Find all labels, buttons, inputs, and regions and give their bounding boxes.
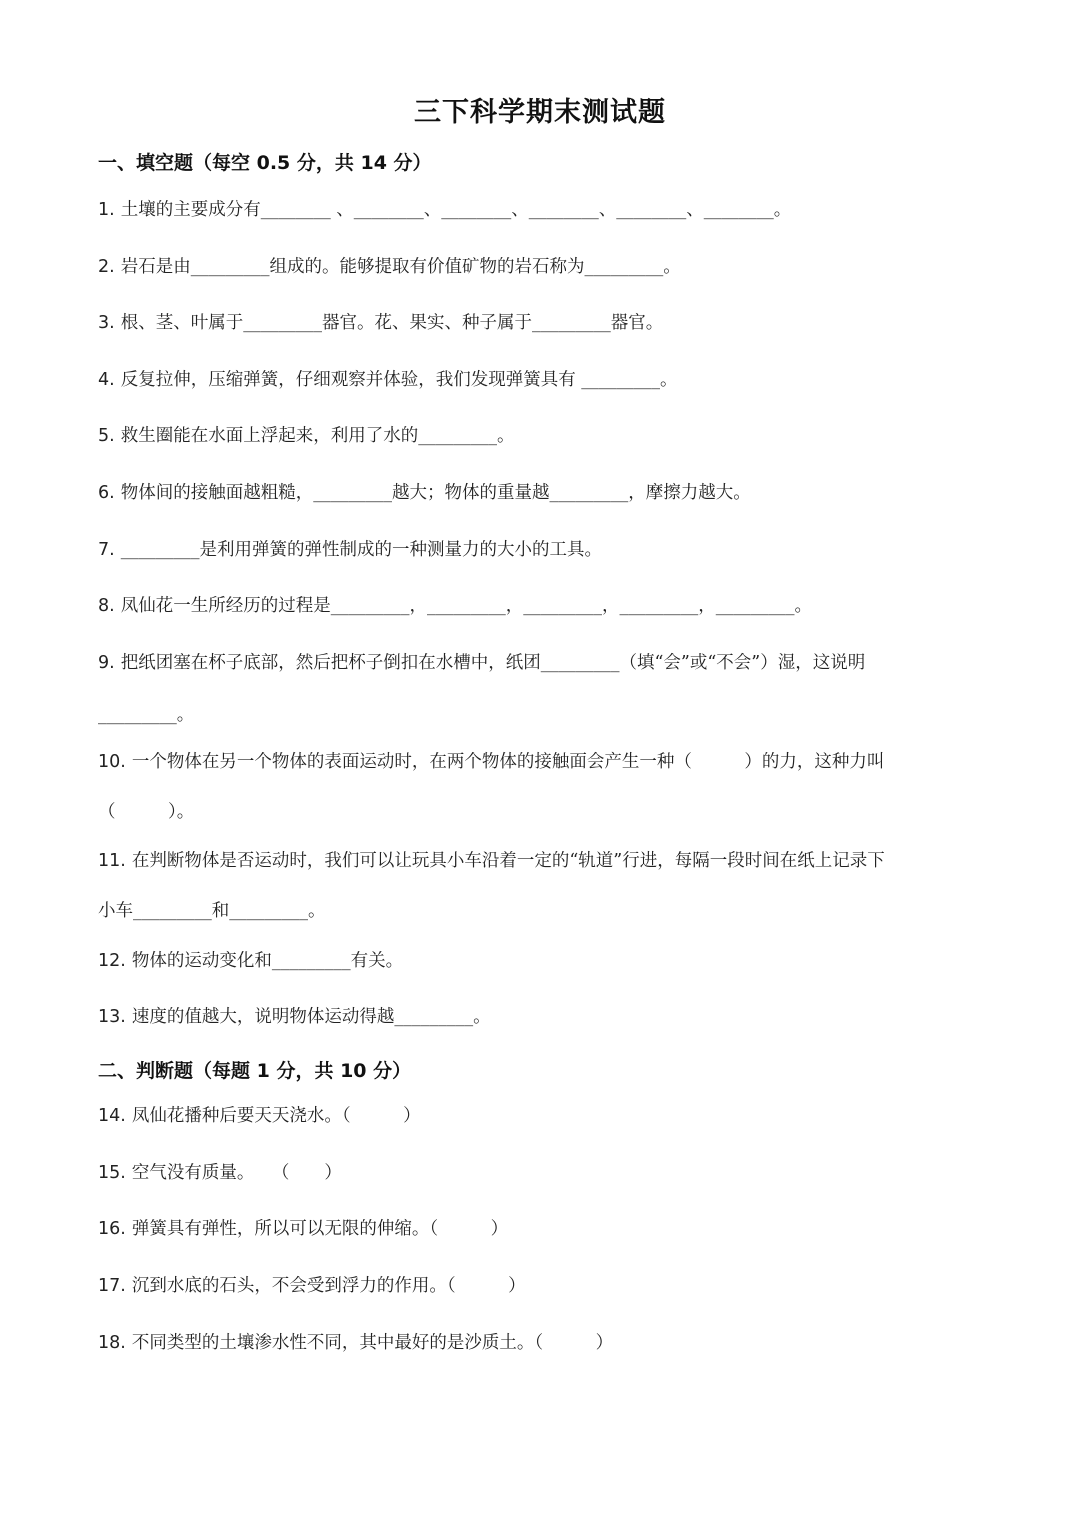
question-number: 12. [98, 951, 126, 971]
question-text: 小车_________和_________。 [98, 901, 326, 921]
question-7 [98, 542, 602, 560]
question-number: 16. [98, 1219, 126, 1239]
question-number: 10. [98, 752, 126, 772]
question-number: 9. [98, 653, 115, 673]
question-text: _________是利用弹簧的弹性制成的一种测量力的大小的工具。 [120, 540, 602, 560]
question-17 [98, 1278, 526, 1296]
question-text: 速度的值越大，说明物体运动得越_________。 [131, 1007, 491, 1027]
section-heading-true-false: 二、判断题（每题 1 分，共 10 分） [98, 1060, 412, 1082]
question-6 [98, 485, 751, 503]
question-text: 岩石是由_________组成的。能够提取有价值矿物的岩石称为_________。 [120, 257, 681, 277]
question-9-continued [98, 707, 194, 725]
question-number: 11. [98, 851, 126, 871]
question-3 [98, 315, 663, 333]
question-15 [98, 1165, 342, 1183]
question-11-continued [98, 903, 326, 921]
question-number: 13. [98, 1007, 126, 1027]
question-number: 2. [98, 257, 115, 277]
question-number: 17. [98, 1276, 126, 1296]
question-number: 6. [98, 483, 115, 503]
question-text: 根、茎、叶属于_________器官。花、果实、种子属于_________器官。 [120, 313, 664, 333]
question-number: 15. [98, 1163, 126, 1183]
question-text: 救生圈能在水面上浮起来，利用了水的_________。 [120, 426, 515, 446]
question-text: 凤仙花一生所经历的过程是_________，_________，_________，_________，_________。 [120, 596, 812, 616]
question-text: 凤仙花播种后要天天浇水。（ ） [131, 1106, 421, 1126]
question-number: 5. [98, 426, 115, 446]
question-12 [98, 953, 403, 971]
question-text: 物体间的接触面越粗糙，_________越大；物体的重量越_________，摩擦力越大。 [120, 483, 751, 503]
question-text: 在判断物体是否运动时，我们可以让玩具小车沿着一定的“轨道”行进，每隔一段时间在纸上记录下 [131, 851, 885, 871]
question-text: 空气没有质量。 （ ） [131, 1163, 342, 1183]
section-heading-fill-in: 一、填空题（每空 0.5 分，共 14 分） [98, 152, 432, 174]
question-14 [98, 1108, 421, 1126]
question-number: 7. [98, 540, 115, 560]
question-13 [98, 1009, 491, 1027]
question-text: _________。 [98, 705, 195, 725]
question-number: 8. [98, 596, 115, 616]
question-text: 一个物体在另一个物体的表面运动时，在两个物体的接触面会产生一种（ ）的力，这种力叫 [131, 752, 885, 772]
question-text: 不同类型的土壤渗水性不同，其中最好的是沙质土。（ ） [131, 1333, 614, 1353]
question-text: （ ）。 [98, 802, 195, 822]
question-number: 3. [98, 313, 115, 333]
question-number: 1. [98, 200, 115, 220]
question-2 [98, 259, 681, 277]
question-number: 4. [98, 370, 115, 390]
question-text: 反复拉伸，压缩弹簧，仔细观察并体验，我们发现弹簧具有 _________。 [120, 370, 678, 390]
question-text: 沉到水底的石头，不会受到浮力的作用。（ ） [131, 1276, 526, 1296]
question-9 [98, 655, 865, 673]
question-10-continued [98, 804, 194, 822]
question-16 [98, 1221, 508, 1239]
page-title: 三下科学期末测试题 [414, 97, 666, 128]
question-text: 把纸团塞在杯子底部，然后把杯子倒扣在水槽中，纸团_________（填“会”或“不会”）湿，这说明 [120, 653, 866, 673]
question-4 [98, 372, 678, 390]
question-number: 18. [98, 1333, 126, 1353]
question-1 [98, 202, 791, 220]
question-18 [98, 1335, 613, 1353]
question-text: 物体的运动变化和_________有关。 [131, 951, 404, 971]
question-11 [98, 853, 885, 871]
question-text: 弹簧具有弹性，所以可以无限的伸缩。（ ） [131, 1219, 509, 1239]
question-8 [98, 598, 812, 616]
question-number: 14. [98, 1106, 126, 1126]
question-5 [98, 428, 514, 446]
question-text: 土壤的主要成分有________ 、________、________、________、________、________。 [120, 200, 792, 220]
question-10 [98, 754, 884, 772]
